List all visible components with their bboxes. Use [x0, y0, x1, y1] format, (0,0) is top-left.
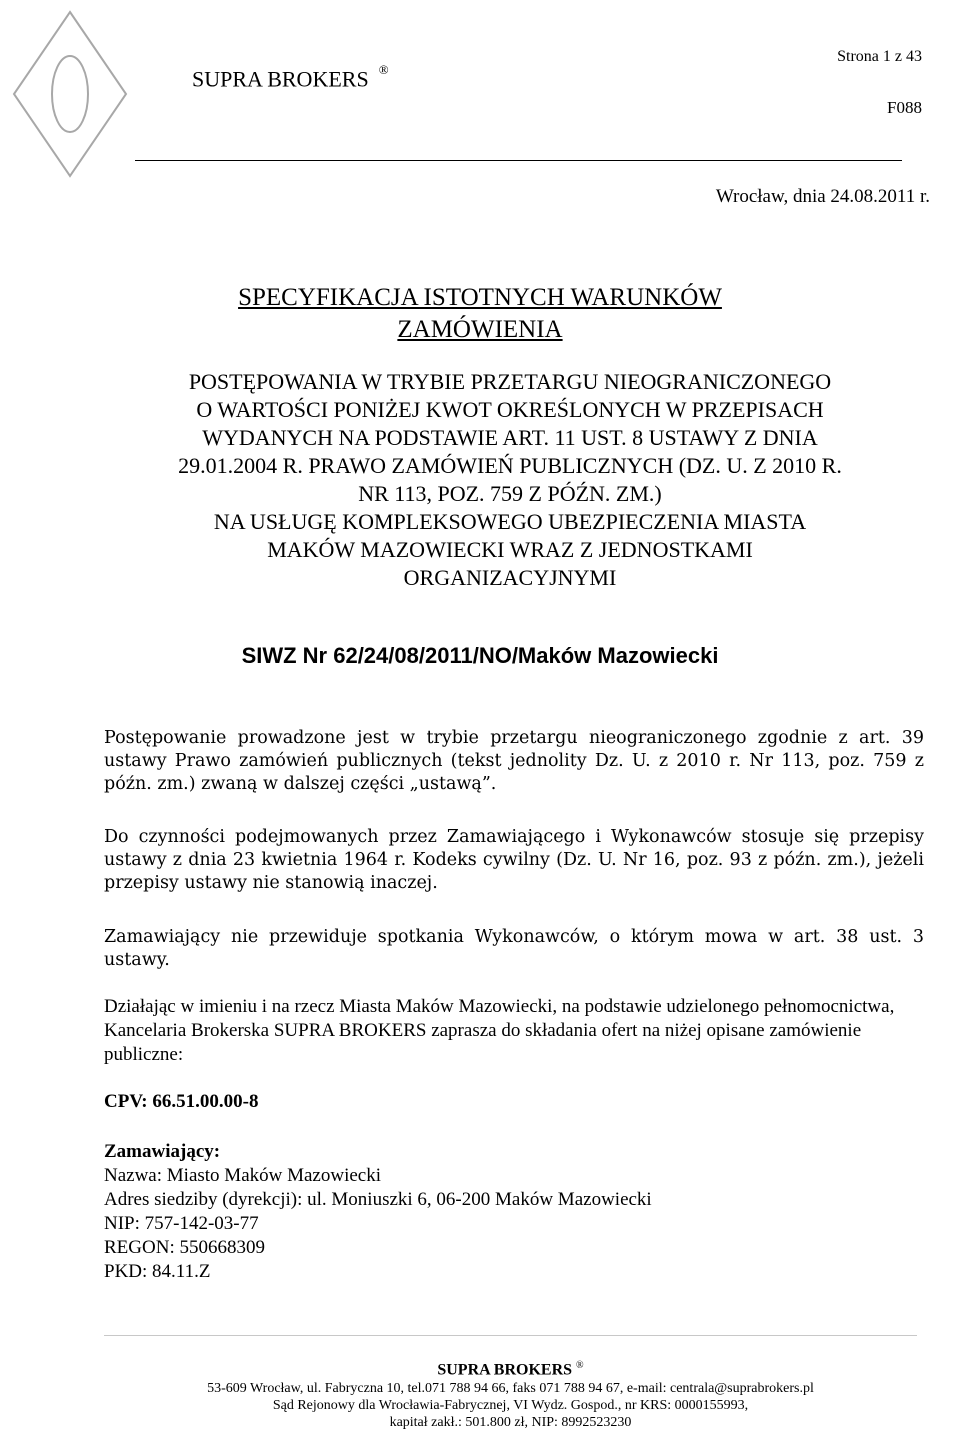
document-title — [60, 282, 900, 346]
paragraph-meeting: Zamawiający nie przewiduje spotkania Wykonawców, o którym mowa w art. 38 ust. 3 ustawy. — [104, 927, 924, 970]
siwz-number: SIWZ Nr 62/24/08/2011/NO/Maków Mazowiecki — [241, 643, 719, 668]
authority-nip: NIP: 757-142-03-77 — [104, 1213, 259, 1234]
authority-address: Adres siedziby (dyrekcji): ul. Moniuszki 6, 06-200 Maków Mazowiecki — [104, 1189, 652, 1210]
subtitle-line: O WARTOŚCI PONIŻEJ KWOT OKREŚLONYCH W PRZEPISACH — [196, 397, 824, 422]
title-line: SPECYFIKACJA ISTOTNYCH WARUNKÓW — [238, 284, 722, 311]
footer-registered-mark: ® — [576, 1360, 584, 1371]
document-date: Wrocław, dnia 24.08.2011 r. — [715, 186, 930, 207]
paragraph-invitation: Działając w imieniu i na rzecz Miasta Maków Mazowiecki, na podstawie udzielonego pełnomocnictwa, Kancelaria Brokerska SUPRA BROKERS zaprasza do składania ofert na niżej opisane zamówienie publiczne: — [104, 996, 895, 1065]
form-code: F088 — [887, 98, 922, 117]
subtitle-line: ORGANIZACYJNYMI — [403, 565, 617, 590]
page-number: Strona 1 z 43 — [837, 48, 922, 65]
diamond-zero-logo-icon — [10, 8, 130, 180]
footer-divider — [104, 1335, 917, 1336]
subtitle-line: NR 113, POZ. 759 Z PÓŹN. ZM.) — [358, 481, 662, 506]
subtitle-line: POSTĘPOWANIA W TRYBIE PRZETARGU NIEOGRANICZONEGO — [188, 369, 832, 394]
subtitle-line: MAKÓW MAZOWIECKI WRAZ Z JEDNOSTKAMI — [267, 537, 753, 562]
footer-brand: SUPRA BROKERS ® — [437, 1360, 584, 1379]
page-footer — [104, 1356, 917, 1431]
header-brand: SUPRA BROKERS ® — [192, 62, 389, 92]
authority-name: Nazwa: Miasto Maków Mazowiecki — [104, 1165, 382, 1186]
paragraph-procedure: Postępowanie prowadzone jest w trybie przetargu nieograniczonego zgodnie z art. 39 ustawy Prawo zamówień publicznych (tekst jednolity Dz. U. z 2010 r. Nr 113, poz. 759 z późn. zm.) zwaną w dalszej części „ustawą”. — [104, 728, 924, 794]
header-divider — [135, 160, 902, 161]
footer-capital: kapitał zakł.: 501.800 zł, NIP: 8992523230 — [389, 1415, 632, 1431]
subtitle-line: WYDANYCH NA PODSTAWIE ART. 11 UST. 8 USTAWY Z DNIA — [202, 425, 818, 450]
footer-address: 53-609 Wrocław, ul. Fabryczna 10, tel.071 788 94 66, faks 071 788 94 67, e-mail: centrala@suprabrokers.pl — [207, 1381, 814, 1397]
cpv-code: CPV: 66.51.00.00-8 — [104, 1091, 259, 1112]
contracting-authority-heading: Zamawiający: — [104, 1141, 221, 1162]
contracting-authority — [104, 1140, 652, 1284]
subtitle-line: NA USŁUGĘ KOMPLEKSOWEGO UBEZPIECZENIA MIASTA — [213, 509, 807, 534]
authority-pkd: PKD: 84.11.Z — [104, 1261, 211, 1282]
registered-mark: ® — [378, 62, 389, 77]
subtitle-line: 29.01.2004 R. PRAWO ZAMÓWIEŃ PUBLICZNYCH (DZ. U. Z 2010 R. — [178, 453, 842, 478]
paragraph-civil-code: Do czynności podejmowanych przez Zamawiającego i Wykonawców stosuje się przepisy ustawy z dnia 23 kwietnia 1964 r. Kodeks cywilny (Dz. U. Nr 16, poz. 93 z późn. zm.), jeżeli przepisy ustawy nie stanowią inaczej. — [104, 827, 924, 893]
title-line: ZAMÓWIENIA — [397, 316, 563, 343]
footer-registry: Sąd Rejonowy dla Wrocławia-Fabrycznej, VI Wydz. Gospod., nr KRS: 0000155993, — [272, 1398, 749, 1414]
document-subtitle — [80, 368, 940, 592]
authority-regon: REGON: 550668309 — [104, 1237, 265, 1258]
